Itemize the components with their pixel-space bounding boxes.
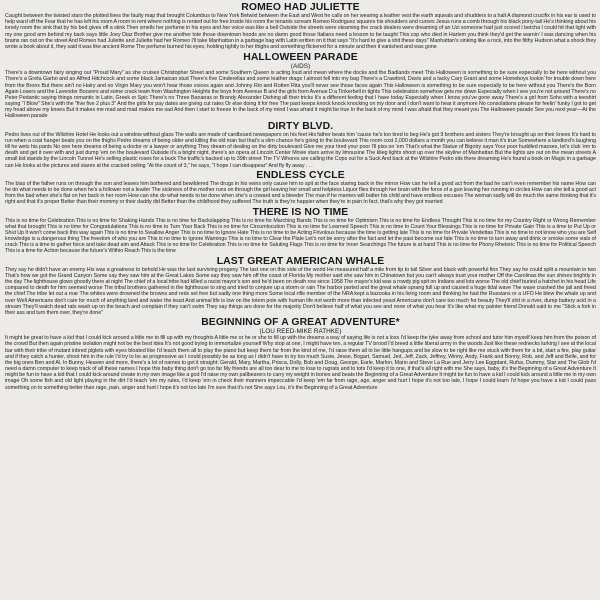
song-there-is-no-time [5,207,596,255]
song-title: ROMEO HAD JULIETTE [241,2,360,13]
song-title: THERE IS NO TIME [252,206,349,218]
song-lyrics: The bias of the father runs on through the son and leaves him bothered and bewildered The drugs in his veins only cause him to spit at the face staring back in the mirror How can he tell a good act from the bad he can't even remember his name How can he do what needs to be done when he's a follower not a leader The sickness of the mother runs on through the girl leaving her small and helpless Liquor flies through her brain with the force of a gun leaving her running in circles How can she tell a good act from the bad when she's flat on her back in her room How can she do what needs to be done when she's a coward and a bleeder The man if he marries will batter his child and have endless excuses The woman sadly will do much the same thinking that it's right and that it's proper Better than their mommy or their daddy did Better than the childhood they suffered The truth is they're happier when they're in pain In fact, that's why they got married [5,180,596,206]
song-title: BEGINNING OF A GREAT ADVENTURE* [201,317,400,329]
song-title: LAST GREAT AMERICAN WHALE [216,255,385,267]
song-last-great-american-whale [5,256,596,317]
song-halloween-parade [5,52,596,120]
song-lyrics: Caught between the twisted stars the plotted lines the faulty map that brought Columbus to New York Betwixt between the East and West he calls on her wearing a leather vest the earth squeals and shudders to a halt A diamond crucifix in his ear is used to help ward off the Fear that he has left his room A room to rent where nothing is rented out for free Inside his room the tenants scream Romeo Rodriguez squares his shoulders and curses Jesus runs a comb through his black pony-tail He's thinking about his lonely room the sink that by his bed gives off a stink Then smells her perfume in his eyes and her voice was like a bell Outside the streets were steaming the crack dealers were dreaming of an Uzi someone had just scored I betcha I could hit that light with my one good arm behind my back says little Joey Diaz Brother give me another tote those downtown hoods are no damn good those Italians need a lesson to be taught This cop who died in Harlem you think they'd get the warnin' I was dancing when his brains ran out on the street And Romeo had Juliette and Juliette had her Romeo I'll take Manhattan in a garbage bag with Latin written on it that says "It's hard to give a shit these days" Manhattan's sinking like a rock, into the filthy Hudson what a shock they wrote a book about it, they said it was like ancient Rome The perfume burned his eyes, holding tightly to her thighs and something flickered for a minute and then it vanished and was gone [5,13,596,50]
song-romeo-had-juliette [5,2,596,50]
song-credit: (LOU REED-MIKE RATHKE) [259,328,342,336]
song-dirty-blvd [5,121,596,169]
song-lyrics: This is no time for Celebration This is no time for Shaking Hands This is no time for Backslapping This is no time for Marching Bands This is no time for Optimism This is no time for Endless Thought This is no time for my Country Right or Wrong Remember what that brought This is no time for Congratulations This is no time to Turn Your Back This is no time for Circumlocution This is no time for Learned Speech This is no time to Count Your Blessings This is no time for Private Gain This is a time to Put Up or Shut Up It won't come back this way again This is no time to Swallow Anger This is no time to Ignore Hate This is no time to be Acting Frivolous because the time is getting late This is no time for Private Vendettas This is no time to not know who you are Self knowledge is a dangerous thing The freedom of who you are This is no time to Ignore Warnings This is no time to Clear the Plate Let's not be sorry after the fact and let the past become our fate This is no time to turn away and drink or smoke some vials of crack This is a time to gather force and take dead aim and Attack This is no time for Celebration This is no time for Saluting Flags This is no time for Inner Searchings The future is at hand This is no time for Phony Rhetoric This is no time for Political Speech This is a time for Action because the future's Within Reach This is the time [5,217,596,255]
song-lyrics: It might be great to have a kid that I could kick around a little me to fill up with my thoughts A little me or he or she to fill up with the dreams a way of saying life is not a loss I'd keep the tyke away from school and tutor him myself keep him from the poison of the crowd But then again pristine isolation might not be the best idea It's not good trying to immortalize yourself Why stop at one, I might have ten, a regular TV brood I'd breed a little liberal army in the woods Just like these rednecks lurking I see at the local bar with their tribe of mutant inbred piglets with eyes bloated like I'd teach them all to play the piano but keep them far from the kind of me, I'd raise them all to be little hangups and be slow to be right like me stuck with them for a bit, start a fire, play guitar and if they catch a hunter, shoot him in the rule I'd try to be as progressive as I could possibly be as long as I didn't have to try too much Susie, Jesse, Bogart, Samuel, Jed, Jeff, Zack, Jeffrey, Winny, Andy, Frank and Bonny, Rob, and Jeff and Belle, and for the big ones Ben and Al. In Bunny, Heaven and more, there's a lot of names to get it straight: Gerald, Mary, Martha, Prisca, Dolly, Bob and Doug, George, Earle, Marlon, Mario and Steve La Rue and Jerry Lee Eggplant, Rufus, Dummy, Star and The Glob I'd need a damn computer to keep track of all these names I hope this baby thing don't go too far My friends are all too dear to me to lose to rugrats and to tots I'd keep it to one, if that's all right with me She says, baby, it's the Beginning of a Great Adventure It might be fun to have a kid that I could kick around create in my own image like a god I'd raise my own pallbearers to carry my weight in bones and beats the Beginning of a Great Adventure It might be fun to have a kid I could kick around a little me in my own image Oh some fish and old light playing in the dirt I'd teach 'em my rules, I'd keep 'em in check their manners impeccable I'd keep 'em far from rage, age, anger and hurt I hope it's not too late, I hope I could learn I'd hope you have a kid I could pass something on to something better than rage, pain, anger and hurt I hope it's not too late I'm sure that it's not She says Lou, it's the Beginning of a Great Adventure [5,335,596,391]
song-lyrics: Pedro lives out of the Wilshire Hotel He looks out a window without glass The walls are made of cardboard newspapers on his feet His father beats him 'cause he's too tired to beg He's got 9 brothers and sisters They're brought up on their knees It's hard to run when a coat hanger beats you on the thighs Pedro dreams of being older and killing the old man but that's a slim chance he's going to the boulevard This room cost 2,000 dollars a month you can believe it man it's true Somewhere a landlord's laughing till he wets his pants No one here dreams of being a doctor or a lawyer or anything They dream of dealing on the dirty boulevard Give me your tired your poor I'll piss on 'em That's what the Statue of Bigotry says Your poor huddled masses, let's club 'em to death and get it over with and just dump 'em on the boulevard Outside it's a bright night, there's an opera at Lincoln Center Movie stars arrive by limousine The klieg lights shoot up over the skyline of Manhattan But the lights are out on the mean streets A small kid stands by the Lincoln Tunnel He's selling plastic roses for a buck The traffic's backed up to 39th street The TV Whores are calling the Cops out for a Suck And back at the Wilshire Pedro sits there dreaming He's found a book on Magic in a garbage can He looks at the pictures and stares at the cracked ceiling "At the count of 3," he says, "I hope I can disappear" And fly fly away . . . [5,131,596,169]
song-credit: (AIDS) [290,63,311,71]
song-beginning-of-a-great-adventure [5,317,596,391]
song-title: HALLOWEEN PARADE [243,52,358,64]
song-lyrics: There's a downtown fairy singing out "Proud Mary" as she cruises Christopher Street and some Southern Queen is acting loud and mean where the docks and the Badlands meet This Halloween is something to be sure especially to be here without you There's a Greta Garbo and an Alfred Hitchcock and some black Jamaican stud There's five Cinderellas and some leather drags I almost fell into my bag There's a Crawford, Davis and a tacky Cary Grant and some Homeboys lookin' for trouble down here from the Bronx But there ain't no Hairy and no Virgin Mary you won't hear those voices again and Johnny Rio and Rotten Rita you'll never see those faces again This Halloween is something to be sure especially to be here without you There's the Born Again Losers and the Lavender Boozers and some crack team from Washington Heights the boys from Avenue B and the girls from Avenue D a Tinkerbell in tights This celebration somehow gets me down Especially when I see you're not around There's no Peter Pedantic saying things romantic in Latin, Greek or Spic There's no Three Bananas or Brandy Alexander Dishing all their tricks It's a different feeling that I have today Especially when I know you've gone away There's a girl from Soho with a teeshirt saying "I Blow" She's with the "five five 2 plus 3" And the girls for pay dates are giving cut rates Or else doing it for free The past keeps knock knock knocking on my door and I don't want to hear it anymore No consolations please for feelin' funky I got to get my head above my knees But it makes me mad and mad makes me sad And then I start to freeze In the back of my mind I was afraid it might be true In the back of my mind I was afraid that they meant you The Halloween parade See you next year—At the Halloween parade [5,70,596,120]
song-title: ENDLESS CYCLE [256,169,345,181]
song-endless-cycle [5,170,596,206]
song-title: DIRTY BLVD. [267,120,334,132]
song-lyrics: They say he didn't have an enemy His was a greatness to behold He was the last surviving progeny The last one on this side of the world He measured half a mile from tip to tail Silver and black with powerful fins They say he could split a mountain in two That's how we got the Grand Canyon Some say they saw him at the Great Lakes Some say they saw him off the coast of Florida My mother said she saw him in Chinatown but you can't always trust your mother Off the Carolinas the sun shines brightly in the day The lighthouse glows ghostly there at night The chief of a local tribe had killed a racist mayor's son and he'd been on death row since 1958 The mayor's kid was a rowdy pig spit on Indians and lots worse The old chief buried a hatchet in his head Life compared to death for him seemed worse The tribal brothers gathered in the lighthouse to sing and tried to conjure up a storm or rain The harbor parted and the great whale sprang full up and caused a huge tidal wave The wave crashed the jail and freed the chief The tribe let out a roar The whites were drowned the browns and reds set free but sadly one thing more Some local rifle member of the NRA kept a bazooka in his living room and thinking he had the Russians or a UFO He blew the whale up and over Well Americans don't care for much of anything land and water the least And animal life is low on the totem pole with human life not worth more than infected yeast Americans don't care too much for beauty They'll shit in a river, dump battery acid in a stream They'll watch dead rats wash up on the beach and complain if they can't swim They say things are done for the majority Don't believe half of what you see and none of what you hear It's like what my painter friend Donald said to me "Stick a fork in their ass and turn them over, they're done" [5,266,596,316]
